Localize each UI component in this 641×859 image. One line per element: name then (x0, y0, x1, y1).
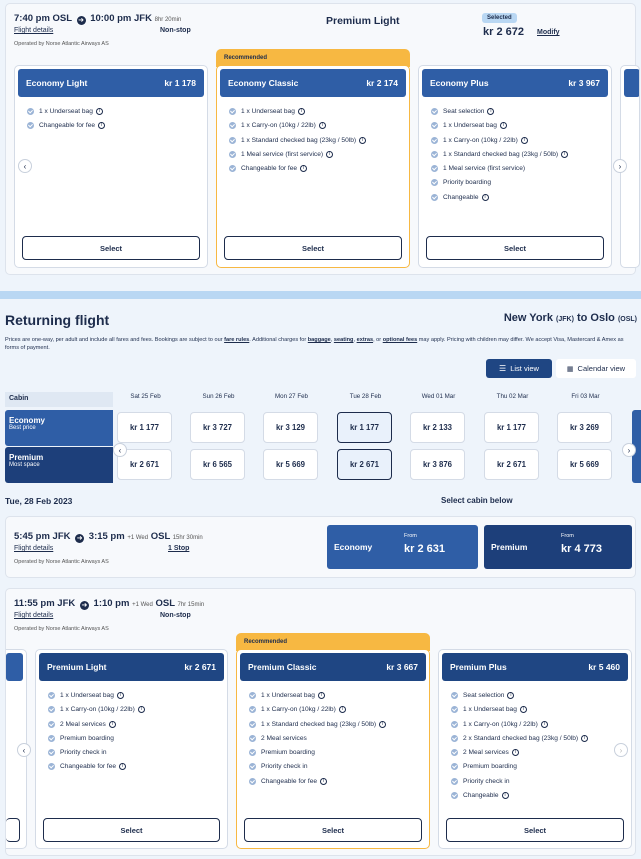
info-icon[interactable]: i (359, 137, 366, 144)
check-circle-icon (431, 108, 438, 115)
select-button-partial[interactable] (6, 818, 20, 842)
feature-text: 1 x Underseat bag (39, 108, 93, 115)
feature-text: 1 x Standard checked bag (23kg / 50lb) (443, 150, 559, 158)
cabin-name: Premium (491, 542, 528, 552)
feature-text: 1 x Underseat bag (261, 692, 315, 699)
route-to: Oslo (590, 312, 615, 324)
fare-name: Premium Plus (450, 662, 507, 672)
feature-text: 1 x Carry-on (10kg / 22lb) (463, 720, 538, 728)
economy-day-price[interactable]: kr 3 727 (190, 412, 245, 443)
pricing-notice (5, 336, 635, 352)
from-label: From (561, 533, 574, 539)
stops: Non-stop (160, 27, 191, 34)
feature-item (249, 735, 417, 742)
fare-card-premium-light (35, 649, 228, 849)
feature-text: 2 Meal services (463, 749, 509, 757)
day-label: Fri 03 Mar (571, 393, 600, 400)
check-circle-icon (249, 706, 256, 713)
check-circle-icon (451, 721, 458, 728)
feature-text: 1 x Carry-on (10kg / 22lb) (443, 136, 518, 144)
feature-item (451, 721, 619, 728)
calendar-view-label: Calendar view (577, 364, 626, 373)
feature-item (431, 165, 599, 172)
feature-text: Premium boarding (463, 763, 517, 771)
premium-row-label (5, 447, 113, 483)
cabin-price: kr 2 631 (404, 543, 445, 555)
info-icon[interactable]: i (318, 692, 325, 699)
feature-list (36, 684, 227, 770)
economy-day-price[interactable]: kr 3 269 (557, 412, 612, 443)
fare-name: Economy Plus (430, 78, 489, 88)
day-label: Sun 26 Feb (202, 393, 235, 400)
check-circle-icon (229, 165, 236, 172)
feature-item (229, 122, 397, 129)
feature-text: Changeable for fee (241, 165, 298, 173)
feature-item (249, 778, 417, 785)
notice-text: may apply. Pricing with children may differ. We accept Visa, Mastercard & Amex as forms of payment. (5, 337, 624, 351)
info-icon[interactable]: i (138, 706, 145, 713)
check-circle-icon (431, 165, 438, 172)
check-circle-icon (48, 721, 55, 728)
cabin-name: Economy (9, 416, 46, 425)
info-icon[interactable]: i (487, 108, 494, 115)
info-icon[interactable]: i (339, 706, 346, 713)
fare-price: kr 3 967 (568, 78, 600, 88)
feature-text: 2 Meal services (60, 720, 106, 728)
fare-rules-link[interactable]: fare rules (224, 337, 250, 343)
info-icon[interactable]: i (521, 137, 528, 144)
fare-price: kr 3 667 (386, 662, 418, 672)
info-icon[interactable]: i (502, 792, 509, 799)
premium-day-price[interactable]: kr 5 669 (263, 449, 318, 480)
feature-item (48, 692, 215, 699)
outbound-flight-panel (5, 3, 636, 275)
feature-text: 1 Meal service (first service) (241, 150, 324, 158)
fare-card-premium-classic (236, 649, 430, 849)
feature-item (451, 763, 619, 770)
feature-text: Premium boarding (60, 734, 114, 742)
premium-day-price[interactable]: kr 2 671 (337, 449, 392, 480)
info-icon[interactable]: i (512, 749, 519, 756)
notice-text: , or (373, 337, 383, 343)
notice-text: . Additional charges for (249, 337, 308, 343)
check-circle-icon (451, 706, 458, 713)
feature-item (229, 151, 397, 158)
feature-item (27, 122, 195, 129)
feature-text: 1 x Underseat bag (241, 108, 295, 115)
duration: 15hr 30min (172, 535, 203, 541)
feature-text: 1 x Underseat bag (443, 122, 497, 130)
cabin-name: Economy (334, 542, 373, 552)
feature-item (451, 749, 619, 756)
flight-times (14, 598, 204, 610)
feature-item (431, 194, 599, 201)
fare-card-header (220, 69, 406, 97)
economy-day-price[interactable]: kr 1 177 (484, 412, 539, 443)
check-circle-icon (229, 137, 236, 144)
check-circle-icon (249, 763, 256, 770)
route-from-code: (JFK) (556, 316, 574, 323)
fare-card-header (18, 69, 204, 97)
route-to-word: to (576, 312, 588, 324)
feature-item (48, 721, 215, 728)
seating-link[interactable]: seating (333, 337, 354, 343)
list-icon: ☰ (499, 364, 507, 373)
chevron-left-icon[interactable]: ‹ (113, 443, 127, 457)
feature-text: 1 x Standard checked bag (23kg / 50lb) (261, 720, 377, 728)
fare-card-economy-light (14, 65, 208, 268)
select-button[interactable]: Select (446, 818, 624, 842)
arrow-right-icon: ➜ (76, 535, 83, 542)
fare-card-header (422, 69, 608, 97)
operated-by: Operated by Norse Atlantic Airways AS (14, 626, 109, 632)
check-circle-icon (229, 122, 236, 129)
feature-item (249, 749, 417, 756)
fare-card-premium-plus (438, 649, 632, 849)
select-button[interactable]: Select (22, 236, 200, 260)
premium-day-price[interactable]: kr 5 669 (557, 449, 612, 480)
check-circle-icon (27, 122, 34, 129)
arrive-code: OSL (150, 531, 171, 542)
economy-day-price[interactable]: kr 1 177 (337, 412, 392, 443)
day-label: Wed 01 Mar (421, 393, 456, 400)
recommended-tag: Recommended (236, 633, 430, 651)
premium-day-price[interactable]: kr 2 671 (117, 449, 172, 480)
operated-by: Operated by Norse Atlantic Airways AS (14, 41, 109, 47)
day-label: Sat 25 Feb (130, 393, 161, 400)
fare-card-header (39, 653, 224, 681)
fare-price: kr 2 174 (366, 78, 398, 88)
arrow-right-icon: ➜ (81, 602, 88, 609)
calendar-icon: ▦ (566, 365, 574, 373)
feature-text: Seat selection (443, 108, 485, 115)
fare-price: kr 5 460 (588, 662, 620, 672)
check-circle-icon (48, 763, 55, 770)
fare-price: kr 2 671 (184, 662, 216, 672)
feature-list (419, 100, 611, 201)
flight-details-link[interactable]: Flight details (14, 27, 54, 34)
notice-text: , (330, 337, 334, 343)
selected-badge: Selected (482, 13, 517, 23)
check-circle-icon (451, 692, 458, 699)
fare-name: Economy Classic (228, 78, 299, 88)
stops-link[interactable]: 1 Stop (168, 545, 190, 552)
info-icon[interactable]: i (320, 778, 327, 785)
feature-item (229, 108, 397, 115)
chevron-right-icon[interactable]: › (622, 443, 636, 457)
route-to-code: (OSL) (617, 316, 637, 323)
feature-text: Priority check in (463, 777, 510, 785)
info-icon[interactable]: i (319, 122, 326, 129)
feature-text: Seat selection (463, 692, 505, 699)
check-circle-icon (229, 108, 236, 115)
feature-item (229, 137, 397, 144)
chevron-left-icon[interactable]: ‹ (18, 159, 32, 173)
outbound-times (14, 13, 181, 25)
list-view-label: List view (510, 364, 539, 373)
feature-list (217, 100, 409, 172)
feature-text: 1 Meal service (first service) (443, 165, 526, 173)
feature-item (451, 706, 619, 713)
feature-item (229, 165, 397, 172)
check-circle-icon (249, 778, 256, 785)
cabin-sub: Best price (9, 425, 36, 431)
fare-card-economy-classic (216, 65, 410, 268)
check-circle-icon (48, 706, 55, 713)
flight-details-link[interactable]: Flight details (14, 612, 54, 619)
return-flight-2 (5, 588, 636, 856)
feature-item (249, 763, 417, 770)
check-circle-icon (431, 122, 438, 129)
select-button[interactable]: Select (224, 236, 402, 260)
fare-card-header (442, 653, 628, 681)
feature-text: 1 x Carry-on (10kg / 22lb) (241, 122, 316, 130)
info-icon[interactable]: i (379, 721, 386, 728)
info-icon[interactable]: i (541, 721, 548, 728)
feature-item (48, 735, 215, 742)
fare-card-header (6, 653, 23, 681)
selected-price: kr 2 672 (483, 26, 524, 38)
select-button[interactable]: Select (43, 818, 220, 842)
check-circle-icon (249, 749, 256, 756)
feature-text: Premium boarding (261, 749, 315, 757)
feature-text: Changeable for fee (261, 777, 318, 785)
feature-text: 1 x Underseat bag (463, 706, 517, 714)
feature-text: 2 x Standard checked bag (23kg / 50lb) (463, 734, 579, 742)
flight-details-link[interactable]: Flight details (14, 545, 54, 552)
fare-card-header (240, 653, 426, 681)
feature-item (431, 108, 599, 115)
depart-time: 11:55 pm JFK (14, 598, 76, 609)
check-circle-icon (451, 763, 458, 770)
economy-day-price[interactable]: kr 2 133 (410, 412, 465, 443)
duration: 7hr 15min (177, 602, 205, 608)
fare-name: Economy Light (26, 78, 88, 88)
return-flight-1 (5, 516, 636, 578)
feature-item (451, 735, 619, 742)
fare-price: kr 1 178 (164, 78, 196, 88)
feature-text: Changeable for fee (39, 122, 96, 130)
feature-item (431, 179, 599, 186)
feature-text: Priority boarding (443, 179, 492, 187)
arrow-right-icon: ➜ (78, 17, 84, 24)
from-label: From (404, 533, 417, 539)
economy-day-price[interactable]: kr 3 129 (263, 412, 318, 443)
notice-text: Prices are one-way, per adult and include all fares and fees. Bookings are subject to our (5, 337, 225, 343)
chevron-right-icon[interactable]: › (614, 743, 628, 757)
feature-item (451, 792, 619, 799)
day-label: Thu 02 Mar (496, 393, 529, 400)
arrive-time: 1:10 pm (93, 598, 130, 609)
info-icon[interactable]: i (561, 151, 568, 158)
fare-name: Premium Light (47, 662, 107, 672)
economy-cabin-button[interactable] (327, 525, 478, 569)
check-circle-icon (27, 108, 34, 115)
info-icon[interactable]: i (507, 692, 514, 699)
feature-list (439, 684, 631, 799)
info-icon[interactable]: i (119, 763, 126, 770)
chevron-left-icon[interactable]: ‹ (17, 743, 31, 757)
chevron-right-icon[interactable]: › (613, 159, 627, 173)
extras-link[interactable]: extras (356, 337, 374, 343)
cabin-header (5, 392, 113, 407)
feature-list (15, 100, 207, 129)
feature-item (431, 122, 599, 129)
info-icon[interactable]: i (109, 721, 116, 728)
feature-item (27, 108, 195, 115)
feature-text: Changeable (443, 193, 479, 201)
info-icon[interactable]: i (98, 122, 105, 129)
feature-item (249, 721, 417, 728)
feature-item (451, 778, 619, 785)
info-icon[interactable]: i (96, 108, 103, 115)
fare-name: Premium Classic (248, 662, 317, 672)
premium-cabin-button[interactable] (484, 525, 632, 569)
cabin-name: Premium (9, 453, 44, 462)
info-icon[interactable]: i (581, 735, 588, 742)
select-cabin-text: Select cabin below (441, 496, 513, 505)
list-view-button[interactable] (486, 359, 552, 378)
check-circle-icon (451, 792, 458, 799)
check-circle-icon (48, 692, 55, 699)
premium-day-price[interactable]: kr 6 565 (190, 449, 245, 480)
depart-time: 7:40 pm OSL (14, 13, 72, 24)
check-circle-icon (451, 735, 458, 742)
feature-text: 1 x Standard checked bag (23kg / 50lb) (241, 136, 357, 144)
cabin-price: kr 4 773 (561, 543, 602, 555)
cabin-header-label: Cabin (9, 395, 29, 402)
premium-day-price[interactable]: kr 2 671 (484, 449, 539, 480)
route-title (504, 312, 637, 324)
check-circle-icon (431, 194, 438, 201)
info-icon[interactable]: i (326, 151, 333, 158)
feature-text: Priority check in (60, 749, 107, 757)
feature-item (249, 692, 417, 699)
check-circle-icon (431, 137, 438, 144)
info-icon[interactable]: i (520, 706, 527, 713)
next-day: +1 Wed (132, 602, 153, 608)
baggage-link[interactable]: baggage (307, 337, 331, 343)
feature-text: 1 x Underseat bag (60, 692, 114, 699)
arrive-time: 10:00 pm JFK (90, 13, 152, 24)
date-heading: Tue, 28 Feb 2023 (5, 496, 73, 506)
arrive-time: 3:15 pm (88, 531, 125, 542)
feature-text: Priority check in (261, 763, 308, 771)
feature-item (249, 706, 417, 713)
optional-fees-link[interactable]: optional fees (382, 337, 418, 343)
calendar-view-button[interactable] (556, 359, 636, 378)
select-button[interactable]: Select (244, 818, 422, 842)
check-circle-icon (249, 735, 256, 742)
check-circle-icon (48, 749, 55, 756)
feature-text: 2 Meal services (261, 734, 307, 742)
arrive-code: OSL (155, 598, 175, 609)
info-icon[interactable]: i (482, 194, 489, 201)
check-circle-icon (431, 151, 438, 158)
feature-item (451, 692, 619, 699)
feature-text: Changeable for fee (60, 763, 117, 771)
feature-item (431, 137, 599, 144)
fare-card-economy-plus (418, 65, 612, 268)
flight-times (14, 531, 203, 543)
operated-by: Operated by Norse Atlantic Airways AS (14, 559, 109, 565)
info-icon[interactable]: i (500, 122, 507, 129)
feature-text: 1 x Carry-on (10kg / 22lb) (60, 706, 135, 714)
economy-day-price[interactable]: kr 1 177 (117, 412, 172, 443)
info-icon[interactable]: i (300, 165, 307, 172)
section-divider (0, 291, 641, 299)
selected-fare-name: Premium Light (326, 15, 400, 27)
feature-item (431, 151, 599, 158)
notice-text: , (353, 337, 357, 343)
day-label: Tue 28 Feb (349, 393, 382, 400)
check-circle-icon (431, 179, 438, 186)
fare-card-header (624, 69, 640, 97)
modify-link[interactable]: Modify (537, 29, 560, 36)
check-circle-icon (48, 735, 55, 742)
economy-row-label (5, 410, 113, 446)
day-label: Mon 27 Feb (274, 393, 309, 400)
select-button[interactable]: Select (426, 236, 604, 260)
duration: 8hr 20min (154, 17, 182, 23)
feature-item (48, 749, 215, 756)
check-circle-icon (249, 721, 256, 728)
stops: Non-stop (160, 612, 191, 619)
check-circle-icon (229, 151, 236, 158)
feature-text: Changeable (463, 792, 499, 800)
check-circle-icon (249, 692, 256, 699)
feature-item (48, 763, 215, 770)
info-icon[interactable]: i (117, 692, 124, 699)
returning-heading: Returning flight (5, 312, 110, 328)
feature-list (237, 684, 429, 785)
cabin-sub: Most space (9, 462, 40, 468)
feature-item (48, 706, 215, 713)
route-from: New York (503, 312, 553, 324)
check-circle-icon (451, 778, 458, 785)
feature-text: 1 x Carry-on (10kg / 22lb) (261, 706, 336, 714)
check-circle-icon (451, 749, 458, 756)
recommended-tag: Recommended (216, 49, 410, 67)
premium-day-price[interactable]: kr 3 876 (410, 449, 465, 480)
next-day: +1 Wed (127, 535, 149, 541)
depart-time: 5:45 pm JFK (14, 531, 71, 542)
info-icon[interactable]: i (298, 108, 305, 115)
